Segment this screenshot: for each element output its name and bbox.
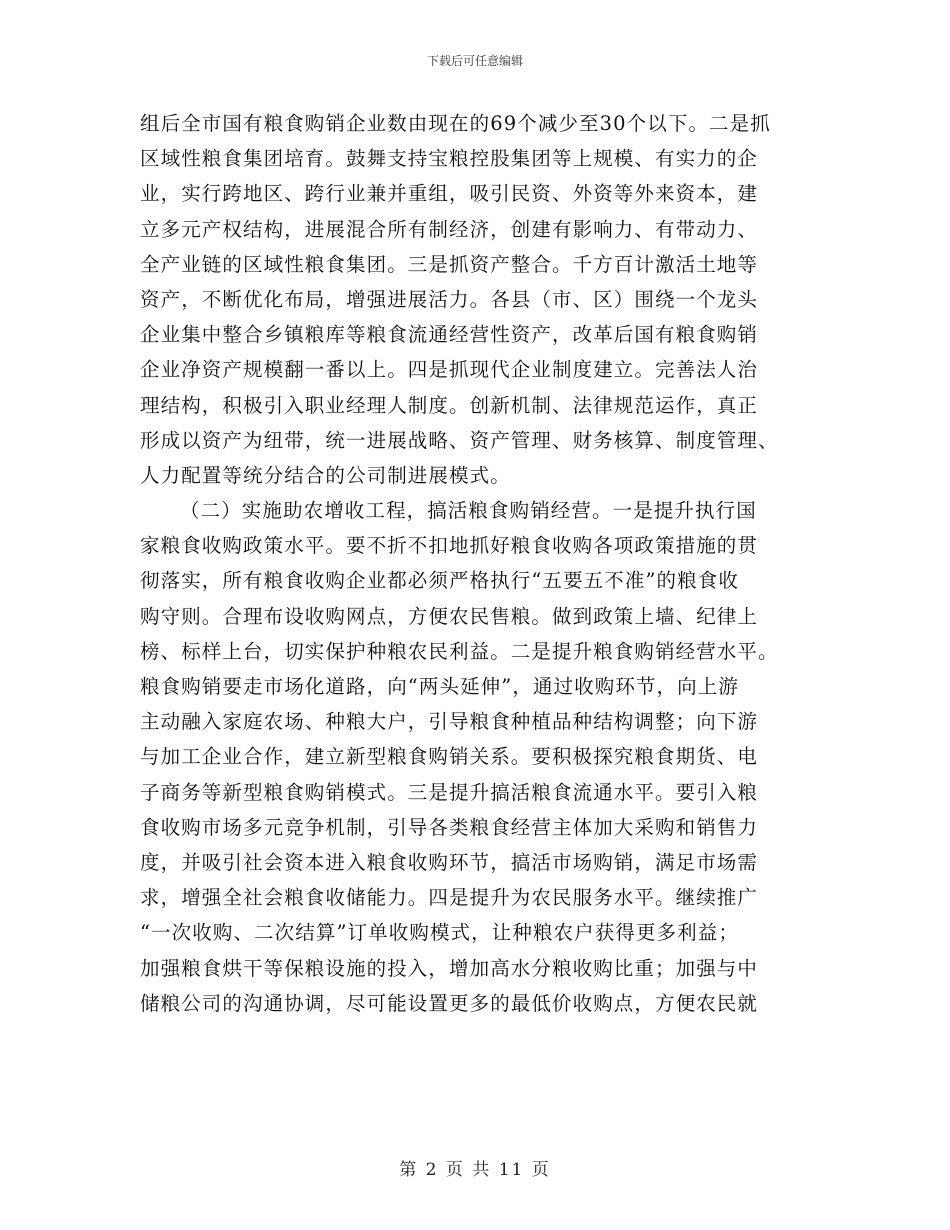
text-line: 与加工企业合作，建立新型粮食购销关系。要积极探究粮食期货、电 <box>140 745 759 769</box>
text-line: 储粮公司的沟通协调，尽可能设置更多的最低价收购点，方便农民就 <box>140 991 759 1015</box>
text-line: 度，并吸引社会资本进入粮食收购环节，搞活市场购销，满足市场需 <box>140 850 759 874</box>
text-line: 区域性粮食集团培育。鼓舞支持宝粮控股集团等上规模、有实力的企 <box>140 147 759 171</box>
section-heading-line: （二）实施助农增收工程，搞活粮食购销经营。一是提升执行国 <box>180 499 757 523</box>
text-line: 业，实行跨地区、跨行业兼并重组，吸引民资、外资等外来资本，建 <box>140 182 759 206</box>
text-line: 食收购市场多元竞争机制，引导各类粮食经营主体加大采购和销售力 <box>140 815 759 839</box>
text-line: 形成以资产为纽带，统一进展战略、资产管理、财务核算、制度管理、 <box>140 428 779 452</box>
text-line: 企业净资产规模翻一番以上。四是抓现代企业制度建立。完善法人治 <box>140 358 759 382</box>
text-line: 全产业链的区域性粮食集团。三是抓资产整合。千方百计激活土地等 <box>140 252 759 276</box>
page-header-note: 下载后可任意编辑 <box>426 54 523 68</box>
text-line: 粮食购销要走市场化道路，向“两头延伸”，通过收购环节，向上游 <box>140 675 739 698</box>
text-line: 主动融入家庭农场、种粮大户，引导粮食种植品种结构调整；向下游 <box>140 710 759 734</box>
text-line: 求，增强全社会粮食收储能力。四是提升为农民服务水平。继续推广 <box>140 886 759 910</box>
document-body <box>140 106 820 1021</box>
text-line: 人力配置等统分结合的公司制进展模式。 <box>140 463 511 487</box>
text-line: “一次收购、二次结算”订单收购模式，让种粮农户获得更多利益； <box>140 921 739 945</box>
text-line: 加强粮食烘干等保粮设施的投入，增加高水分粮收购比重；加强与中 <box>140 956 759 980</box>
text-line: 彻落实，所有粮食收购企业都必须严格执行“五要五不准”的粮食收 <box>140 569 739 593</box>
page-number-footer: 第 2 页 共 11 页 <box>399 1160 551 1180</box>
text-line: 资产，不断优化布局，增强进展活力。各县（市、区）围绕一个龙头 <box>140 287 759 311</box>
text-line: 购守则。合理布设收购网点，方便农民售粮。做到政策上墙、纪律上 <box>140 604 759 628</box>
text-line: 榜、标样上台，切实保护种粮农民利益。二是提升粮食购销经营水平。 <box>140 639 779 663</box>
text-line: 理结构，积极引入职业经理人制度。创新机制、法律规范运作，真正 <box>140 393 759 417</box>
text-line: 企业集中整合乡镇粮库等粮食流通经营性资产，改革后国有粮食购销 <box>140 323 759 347</box>
text-line: 子商务等新型粮食购销模式。三是提升搞活粮食流通水平。要引入粮 <box>140 780 759 804</box>
text-line: 组后全市国有粮食购销企业数由现在的69个减少至30个以下。二是抓 <box>140 112 771 135</box>
text-line: 家粮食收购政策水平。要不折不扣地抓好粮食收购各项政策措施的贯 <box>140 534 759 558</box>
text-line: 立多元产权结构，进展混合所有制经济，创建有影响力、有带动力、 <box>140 217 759 241</box>
